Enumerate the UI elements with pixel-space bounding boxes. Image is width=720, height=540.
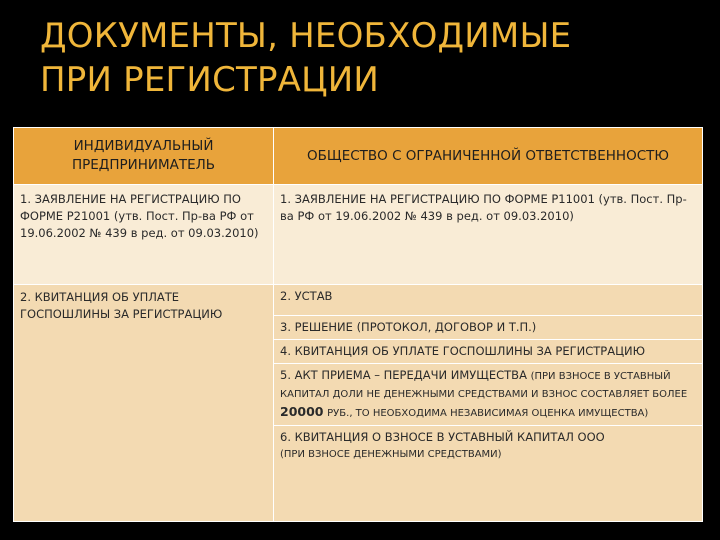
ooo-item-5-main: 5. АКТ ПРИЕМА – ПЕРЕДАЧИ ИМУЩЕСТВА <box>280 368 527 382</box>
ip-item-1: 1. ЗАЯВЛЕНИЕ НА РЕГИСТРАЦИЮ ПО ФОРМЕ Р21001 (утв. Пост. Пр-ва РФ от 19.06.2002 № 439 в ред. от 09.03.2010) <box>14 185 274 285</box>
ooo-item-5-amount: 20000 <box>280 404 324 419</box>
table-row <box>14 185 703 285</box>
slide-title-line-1: ДОКУМЕНТЫ, НЕОБХОДИМЫЕ <box>40 16 572 56</box>
ooo-item-5-note-b: РУБ., ТО НЕОБХОДИМА НЕЗАВИСИМАЯ ОЦЕНКА ИМУЩЕСТВА) <box>327 408 649 419</box>
ip-item-2: 2. КВИТАНЦИЯ ОБ УПЛАТЕ ГОСПОШЛИНЫ ЗА РЕГИСТРАЦИЮ <box>14 285 274 522</box>
documents-table <box>13 127 703 522</box>
header-ooo: ОБЩЕСТВО С ОГРАНИЧЕННОЙ ОТВЕТСТВЕННОСТЮ <box>274 128 703 185</box>
ooo-item-6 <box>274 426 702 466</box>
ooo-item-3: 3. РЕШЕНИЕ (ПРОТОКОЛ, ДОГОВОР И Т.П.) <box>274 316 702 340</box>
ooo-item-6-main: 6. КВИТАНЦИЯ О ВЗНОСЕ В УСТАВНЫЙ КАПИТАЛ ООО <box>280 430 605 444</box>
ooo-item-4: 4. КВИТАНЦИЯ ОБ УПЛАТЕ ГОСПОШЛИНЫ ЗА РЕГИСТРАЦИЮ <box>274 340 702 364</box>
header-ip: ИНДИВИДУАЛЬНЫЙ ПРЕДПРИНИМАТЕЛЬ <box>14 128 274 185</box>
table-row <box>14 285 703 522</box>
ooo-item-6-note: (ПРИ ВЗНОСЕ ДЕНЕЖНЫМИ СРЕДСТВАМИ) <box>280 449 502 460</box>
ooo-item-5-note-a: (ПРИ ВЗНОСЕ В УСТАВНЫЙ КАПИТАЛ ДОЛИ НЕ ДЕНЕЖНЫМИ СРЕДСТВАМИ И ВЗНОС СОСТАВЛЯЕТ БОЛЕЕ <box>280 371 688 400</box>
ooo-items-list <box>274 285 703 522</box>
table-header-row <box>14 128 703 185</box>
slide-title <box>40 14 700 102</box>
ooo-item-5 <box>274 364 702 426</box>
ooo-item-2: 2. УСТАВ <box>274 285 702 316</box>
slide-title-line-2: ПРИ РЕГИСТРАЦИИ <box>40 60 379 100</box>
ooo-item-1: 1. ЗАЯВЛЕНИЕ НА РЕГИСТРАЦИЮ ПО ФОРМЕ Р11001 (утв. Пост. Пр-ва РФ от 19.06.2002 № 439 в ред. от 09.03.2010) <box>274 185 703 285</box>
